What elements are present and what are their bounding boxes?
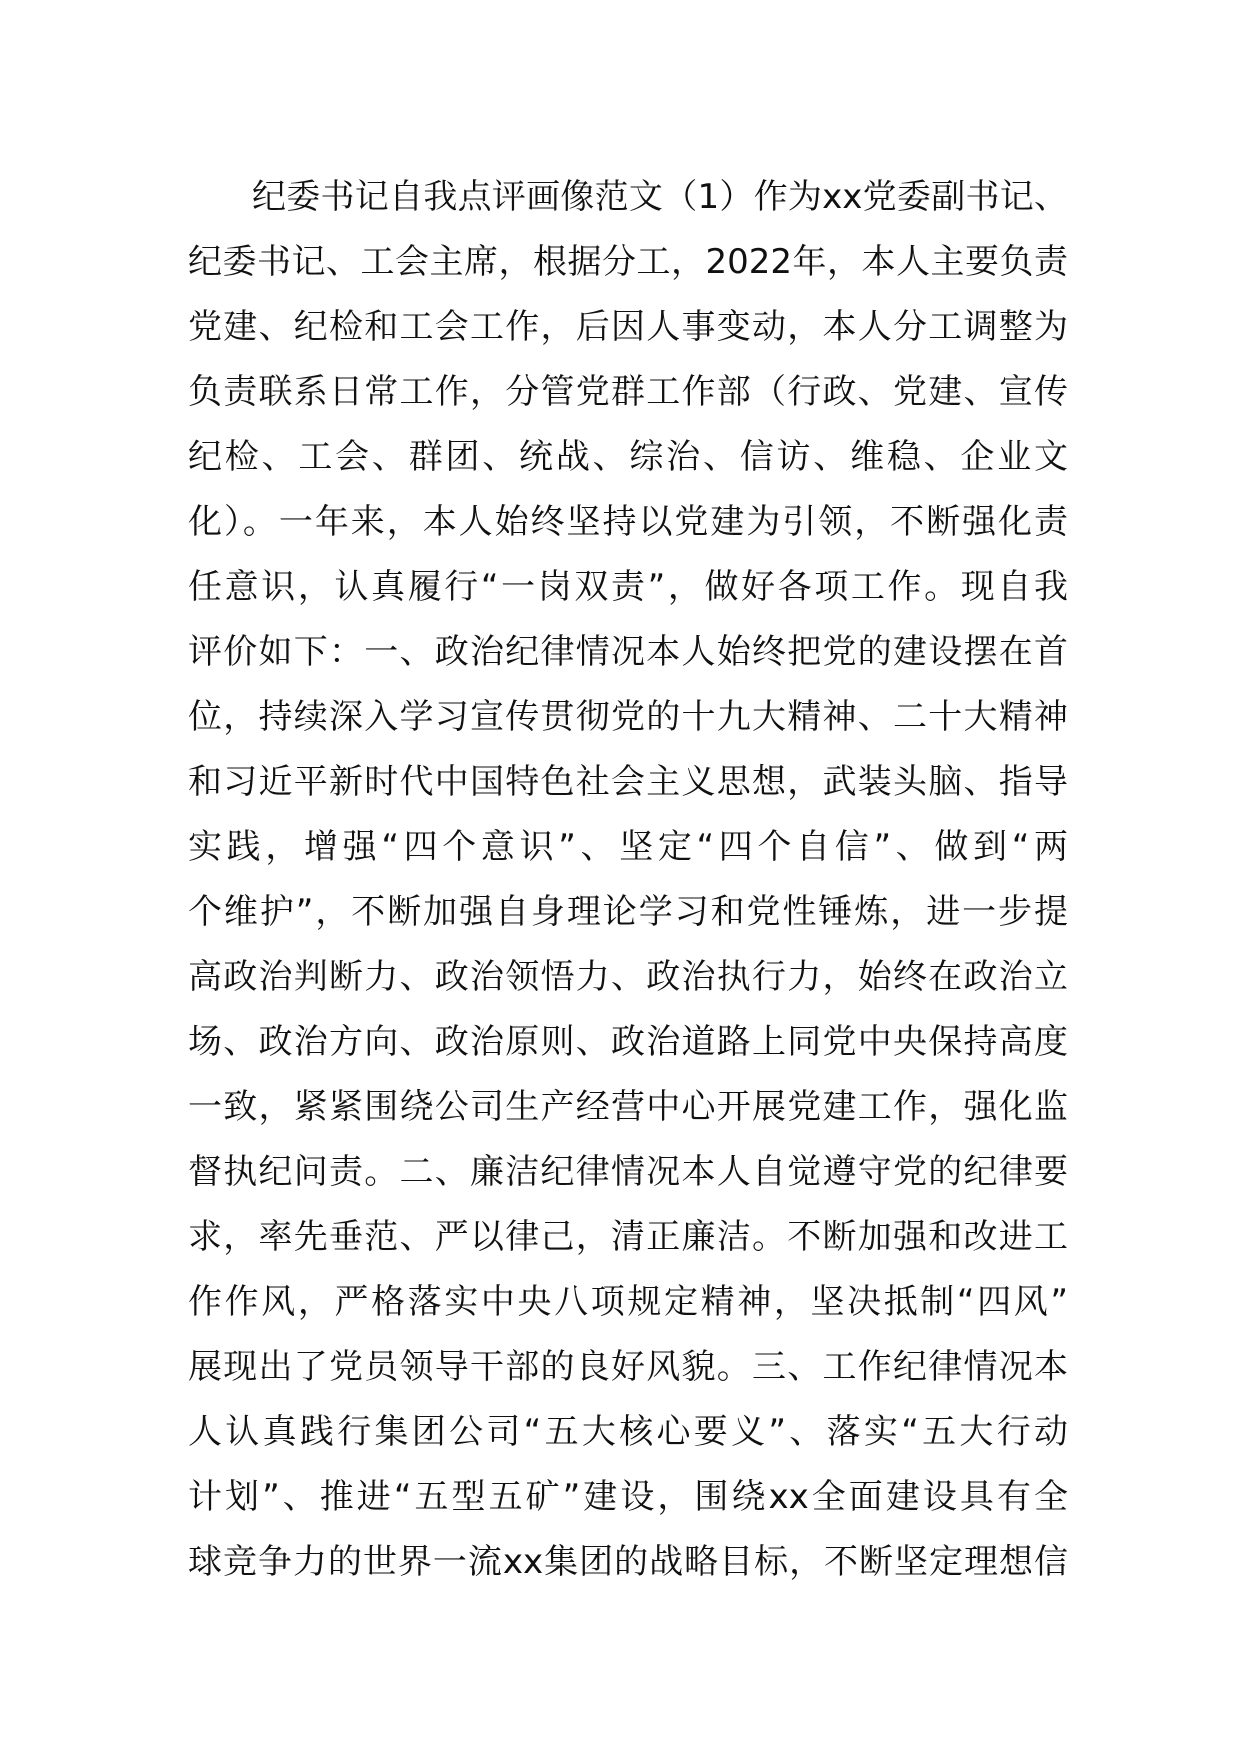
text-line: 高政治判断力、政治领悟力、政治执行力，始终在政治立 xyxy=(188,957,1068,997)
text-line: 纪检、工会、群团、统战、综治、信访、维稳、企业文 xyxy=(188,437,1068,477)
document-body-text xyxy=(188,165,1068,1595)
text-line: 纪委书记自我点评画像范文（1）作为xx党委副书记、 xyxy=(252,177,1068,217)
text-line: 督执纪问责。二、廉洁纪律情况本人自觉遵守党的纪律要 xyxy=(188,1152,1068,1192)
text-line: 评价如下：一、政治纪律情况本人始终把党的建设摆在首 xyxy=(188,632,1068,672)
text-line: 人认真践行集团公司“五大核心要义”、落实“五大行动 xyxy=(188,1412,1068,1452)
text-line: 计划”、推进“五型五矿”建设，围绕xx全面建设具有全 xyxy=(188,1477,1068,1517)
text-line: 作作风，严格落实中央八项规定精神，坚决抵制“四风” xyxy=(188,1282,1068,1322)
text-line: 球竞争力的世界一流xx集团的战略目标，不断坚定理想信 xyxy=(188,1542,1068,1582)
text-line: 和习近平新时代中国特色社会主义思想，武装头脑、指导 xyxy=(188,762,1068,802)
text-line: 求，率先垂范、严以律己，清正廉洁。不断加强和改进工 xyxy=(188,1217,1068,1257)
text-line: 任意识，认真履行“一岗双责”，做好各项工作。现自我 xyxy=(188,567,1068,607)
text-line: 纪委书记、工会主席，根据分工，2022年，本人主要负责 xyxy=(188,242,1068,282)
text-line: 一致，紧紧围绕公司生产经营中心开展党建工作，强化监 xyxy=(188,1087,1068,1127)
text-line: 位，持续深入学习宣传贯彻党的十九大精神、二十大精神 xyxy=(188,697,1068,737)
text-line: 场、政治方向、政治原则、政治道路上同党中央保持高度 xyxy=(188,1022,1068,1062)
text-line: 化）。一年来，本人始终坚持以党建为引领，不断强化责 xyxy=(188,502,1068,542)
text-line: 党建、纪检和工会工作，后因人事变动，本人分工调整为 xyxy=(188,307,1068,347)
text-line: 负责联系日常工作，分管党群工作部（行政、党建、宣传 xyxy=(188,372,1068,412)
text-line: 展现出了党员领导干部的良好风貌。三、工作纪律情况本 xyxy=(188,1347,1068,1387)
text-line: 个维护”，不断加强自身理论学习和党性锤炼，进一步提 xyxy=(188,892,1068,932)
text-line: 实践，增强“四个意识”、坚定“四个自信”、做到“两 xyxy=(188,827,1068,867)
